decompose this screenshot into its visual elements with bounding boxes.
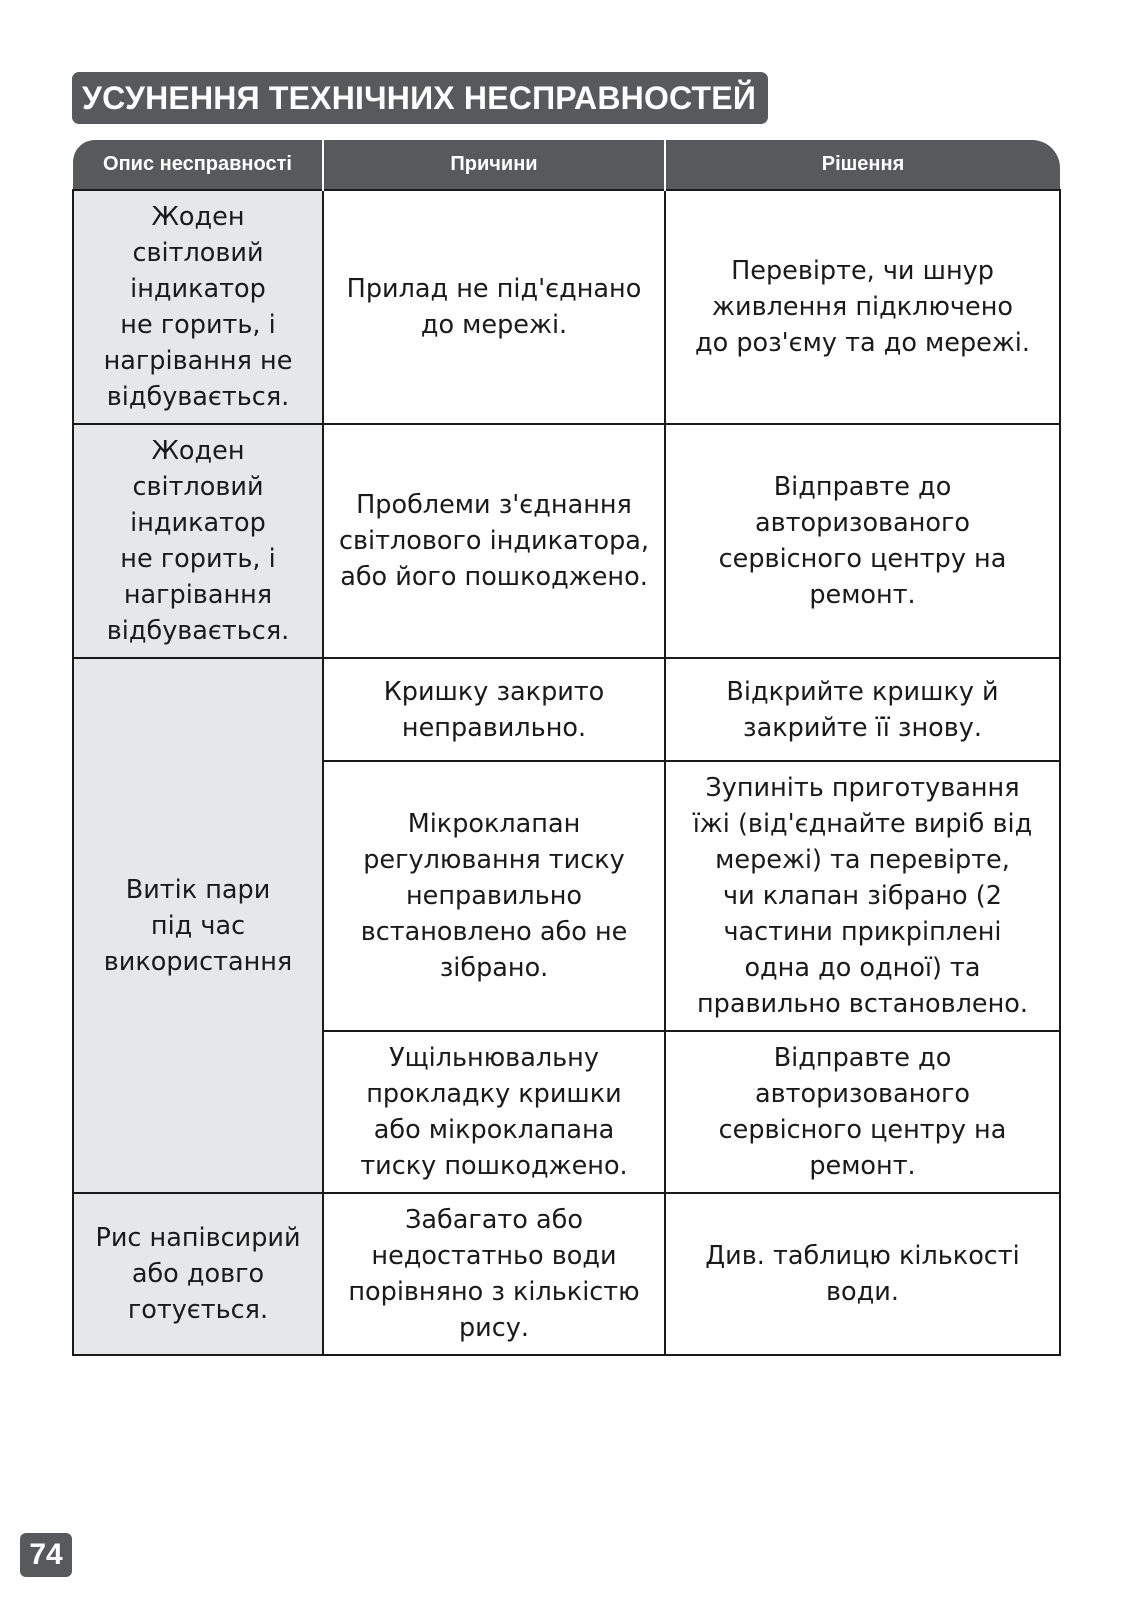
- fault-solution: Зупиніть приготування їжі (від'єднайте виріб від мережі) та перевірте, чи клапан зібрано (2 частини прикріплені одна до одної) та правильно встановлено.: [665, 761, 1060, 1031]
- fault-cause: Мікроклапан регулювання тиску неправильно встановлено або не зібрано.: [323, 761, 665, 1031]
- page-number: 74: [20, 1533, 72, 1577]
- table-row: [73, 1193, 1060, 1355]
- fault-cause: Проблеми з'єднання світлового індикатора, або його пошкоджено.: [323, 424, 665, 658]
- fault-description: Жоден світловий індикатор не горить, і нагрівання відбувається.: [73, 424, 323, 658]
- header-description: Опис несправності: [73, 140, 323, 190]
- fault-cause: Прилад не під'єднано до мережі.: [323, 190, 665, 424]
- table-row: [73, 190, 1060, 424]
- fault-solution: Перевірте, чи шнур живлення підключено до роз'єму та до мережі.: [665, 190, 1060, 424]
- table-row: [73, 424, 1060, 658]
- header-causes: Причини: [323, 140, 665, 190]
- fault-solution: Відправте до авторизованого сервісного центру на ремонт.: [665, 424, 1060, 658]
- table-header-row: [73, 140, 1060, 190]
- fault-cause: Кришку закрито неправильно.: [323, 658, 665, 761]
- fault-description: Жоден світловий індикатор не горить, і нагрівання не відбувається.: [73, 190, 323, 424]
- table-row: [73, 658, 1060, 761]
- fault-description: Витік пари під час використання: [73, 658, 323, 1193]
- fault-solution: Відправте до авторизованого сервісного центру на ремонт.: [665, 1031, 1060, 1193]
- header-solutions: Рішення: [665, 140, 1060, 190]
- fault-solution: Відкрийте кришку й закрийте її знову.: [665, 658, 1060, 761]
- troubleshooting-table: [72, 140, 1061, 1356]
- section-title: УСУНЕННЯ ТЕХНІЧНИХ НЕСПРАВНОСТЕЙ: [72, 72, 768, 124]
- fault-cause: Ущільнювальну прокладку кришки або мікроклапана тиску пошкоджено.: [323, 1031, 665, 1193]
- fault-description: Рис напівсирий або довго готується.: [73, 1193, 323, 1355]
- fault-cause: Забагато або недостатньо води порівняно з кількістю рису.: [323, 1193, 665, 1355]
- fault-solution: Див. таблицю кількості води.: [665, 1193, 1060, 1355]
